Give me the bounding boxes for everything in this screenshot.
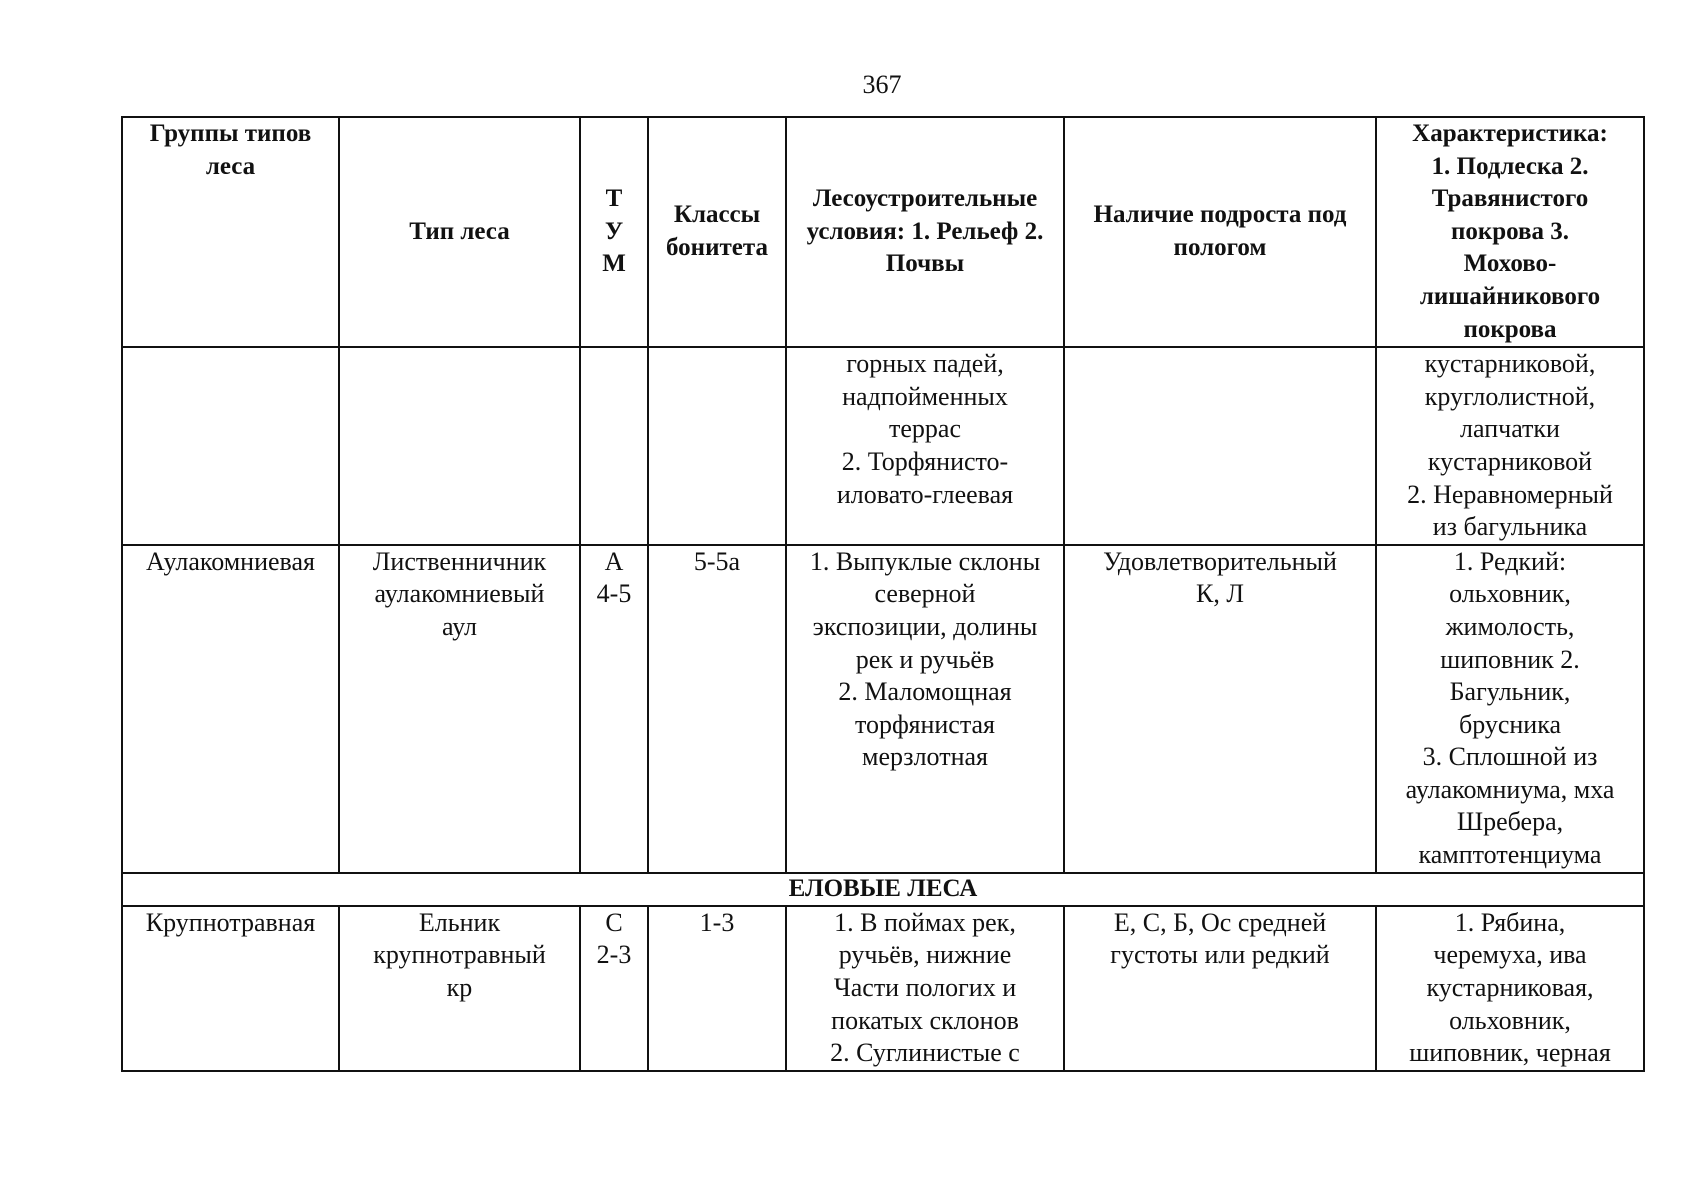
header-characteristic (1376, 117, 1644, 347)
cell-group (122, 347, 339, 545)
cell-line: Части пологих и (833, 972, 1017, 1002)
cell-line: мерзлотная (862, 742, 988, 772)
cell-line: 1. Выпуклые склоны (809, 546, 1041, 576)
cell-line: 2. Неравномерный (1407, 479, 1613, 509)
cell-conditions (786, 347, 1064, 545)
cell-line: покатых склонов (831, 1005, 1019, 1035)
cell-line: Шребера, (1456, 807, 1564, 837)
cell-line: Ельник (418, 907, 501, 937)
cell-characteristic (1376, 347, 1644, 545)
cell-line: К, Л (1196, 579, 1244, 609)
cell-line: шиповник, черная (1409, 1038, 1611, 1068)
cell-tum (580, 906, 648, 1071)
cell-undergrowth (1064, 906, 1376, 1071)
cell-line: ольховник, (1449, 579, 1571, 609)
section-row-spruce (122, 873, 1644, 906)
section-title: ЕЛОВЫЕ ЛЕСА (122, 873, 1644, 906)
cell-characteristic (1376, 545, 1644, 873)
header-characteristic-line: покрова 3. (1450, 217, 1570, 245)
cell-line: С (605, 907, 623, 937)
cell-line: Е, С, Б, Ос средней (1113, 907, 1327, 937)
cell-line: аулакомниума, мха (1405, 774, 1615, 804)
cell-line: Удовлетворительный (1103, 546, 1337, 576)
header-tum (580, 117, 648, 347)
cell-line: кр (446, 972, 473, 1002)
cell-bonitet (648, 347, 786, 545)
cell-line: 3. Сплошной из (1422, 742, 1598, 772)
cell-line: лапчатки (1460, 414, 1560, 444)
cell-line: 2-3 (596, 940, 632, 970)
cell-line: горных падей, (846, 349, 1004, 379)
cell-line: 1. В поймах рек, (834, 907, 1016, 937)
header-characteristic-line: Травянистого (1431, 185, 1589, 213)
header-characteristic-line: покрова (1463, 315, 1557, 343)
header-bonitet: Классы бонитета (648, 117, 786, 347)
cell-line: иловато-глеевая (836, 479, 1014, 509)
cell-conditions (786, 906, 1064, 1071)
table-row-krupnotravnaya (122, 906, 1644, 1071)
cell-line: надпойменных (842, 381, 1008, 411)
cell-line: 1. Редкий: (1453, 546, 1567, 576)
cell-conditions (786, 545, 1064, 873)
header-characteristic-line: лишайникового (1419, 282, 1601, 310)
header-characteristic-line: Характеристика: (1412, 120, 1608, 147)
cell-line: брусника (1458, 709, 1562, 739)
cell-bonitet: 5-5а (648, 545, 786, 873)
header-forest-type: Тип леса (339, 117, 580, 347)
cell-line: кустарниковая, (1426, 972, 1594, 1002)
cell-line: жимолость, (1445, 611, 1575, 641)
header-characteristic-line: Мохово- (1463, 250, 1557, 278)
cell-line: 4-5 (596, 579, 632, 609)
forest-types-table (121, 116, 1645, 1072)
header-tum-line: Т (605, 185, 623, 213)
header-tum-line: М (602, 250, 626, 278)
cell-undergrowth (1064, 347, 1376, 545)
cell-line: 2. Маломощная (838, 677, 1012, 707)
header-tum-line: У (604, 217, 624, 245)
cell-line: черемуха, ива (1433, 940, 1587, 970)
cell-line: крупнотравный (373, 940, 546, 970)
cell-line: Багульник, (1449, 677, 1571, 707)
cell-line: круглолистной, (1424, 381, 1596, 411)
cell-line: кустарниковой (1427, 446, 1593, 476)
cell-line: аул (441, 611, 478, 641)
cell-type (339, 906, 580, 1071)
cell-line: 2. Торфянисто- (841, 446, 1009, 476)
cell-group: Крупнотравная (122, 906, 339, 1071)
cell-line: шиповник 2. (1440, 644, 1580, 674)
header-characteristic-line: 1. Подлеска 2. (1431, 152, 1589, 180)
cell-line: рек и ручьёв (855, 644, 995, 674)
cell-line: 1. Рябина, (1454, 907, 1566, 937)
cell-tum (580, 545, 648, 873)
table-row-continuation (122, 347, 1644, 545)
cell-line: А (604, 546, 624, 576)
cell-line: ольховник, (1449, 1005, 1571, 1035)
cell-type (339, 545, 580, 873)
cell-tum (580, 347, 648, 545)
cell-type (339, 347, 580, 545)
cell-line: террас (889, 414, 961, 444)
table-header-row (122, 117, 1644, 347)
table-row-aulacomnium (122, 545, 1644, 873)
header-undergrowth: Наличие подроста под пологом (1064, 117, 1376, 347)
cell-characteristic (1376, 906, 1644, 1071)
cell-line: густоты или редкий (1110, 940, 1330, 970)
header-conditions: Лесоустроительные условия: 1. Рельеф 2. Почвы (786, 117, 1064, 347)
cell-line: кустарниковой, (1424, 349, 1596, 379)
cell-group: Аулакомниевая (122, 545, 339, 873)
cell-line: северной (874, 579, 976, 609)
cell-line: из багульника (1432, 512, 1588, 542)
cell-undergrowth (1064, 545, 1376, 873)
cell-line: Лиственничник (372, 546, 547, 576)
cell-line: 2. Суглинистые с (830, 1038, 1020, 1068)
cell-line: торфянистая (854, 709, 996, 739)
page-number: 367 (862, 70, 902, 99)
cell-line: ручьёв, нижние (838, 940, 1012, 970)
cell-line: экспозиции, долины (812, 611, 1038, 641)
cell-bonitet: 1-3 (648, 906, 786, 1071)
cell-line: аулакомниевый (374, 579, 545, 609)
header-forest-group: Группы типов леса (122, 117, 339, 347)
cell-line: камптотенциума (1418, 840, 1602, 870)
